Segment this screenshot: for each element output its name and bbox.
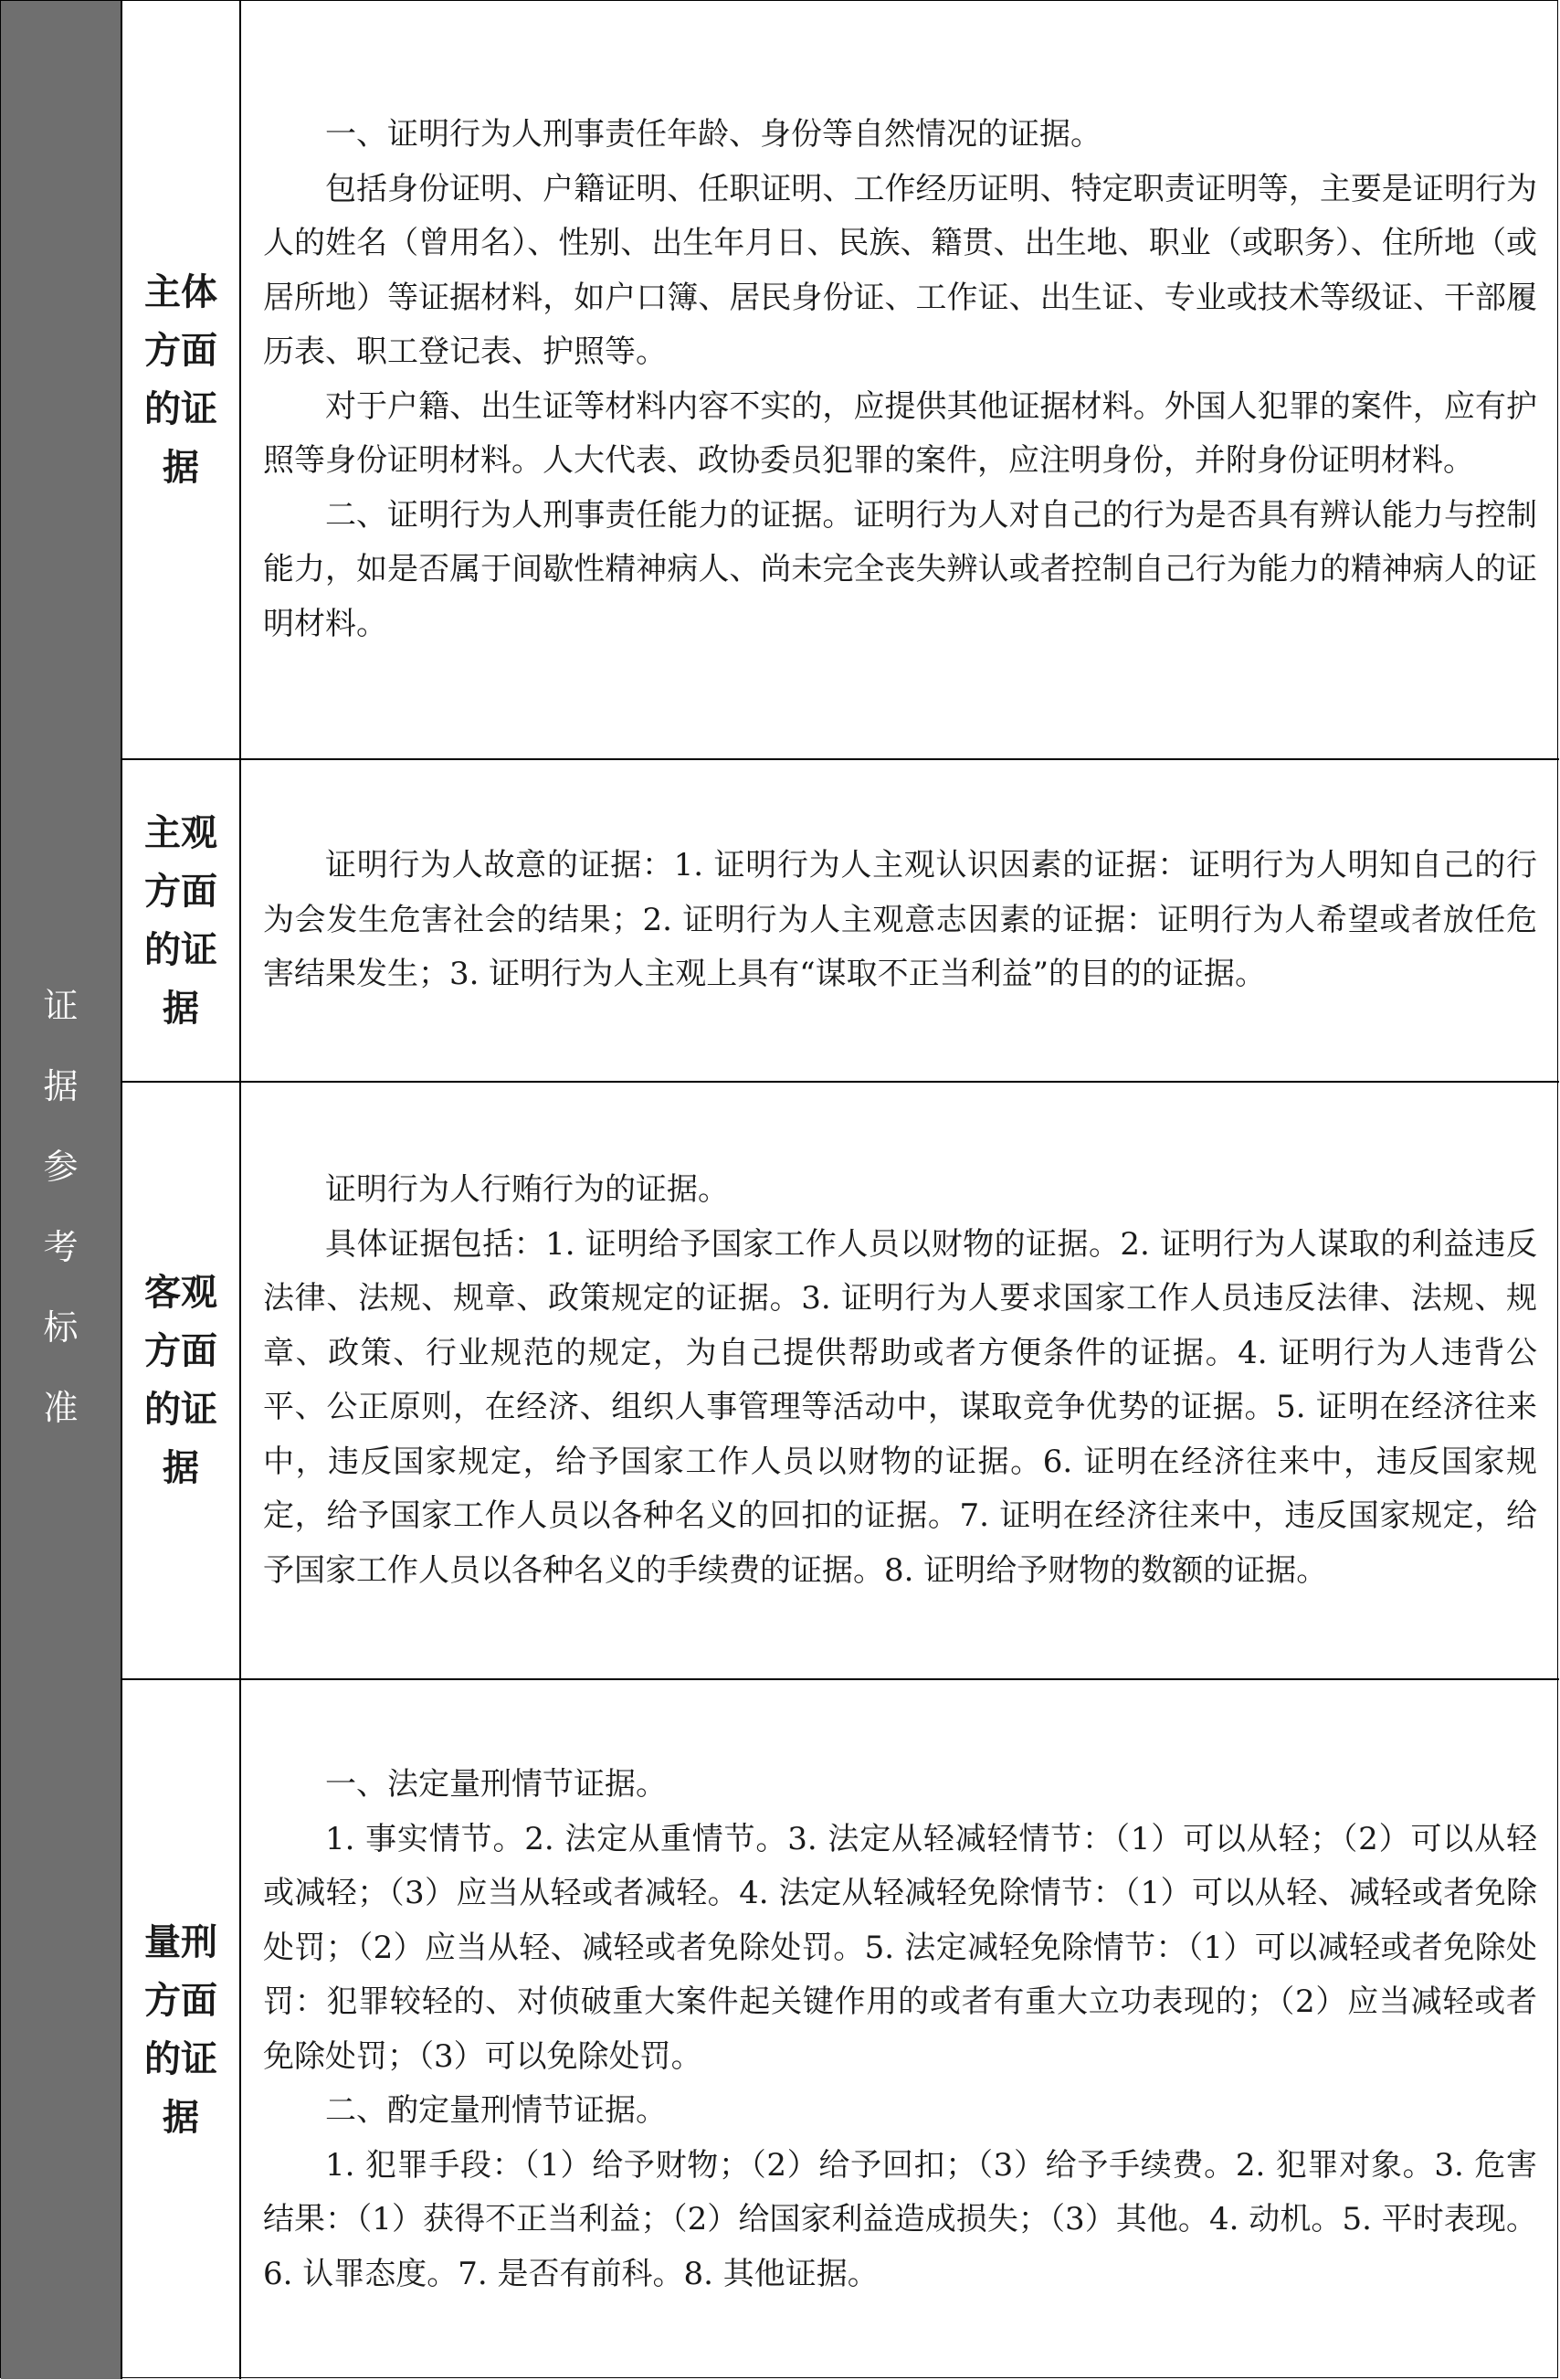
- row-label: 主体方面的证据: [144, 270, 217, 489]
- row-content-cell: [263, 1, 1537, 758]
- sidebar-column: [1, 1, 122, 2379]
- row-label: 主观方面的证据: [144, 811, 217, 1030]
- paragraph: 二、酌定量刑情节证据。: [325, 2092, 667, 2129]
- row-label: 客观方面的证据: [144, 1272, 217, 1489]
- paragraph: 一、证明行为人刑事责任年龄、身份等自然情况的证据。: [325, 116, 1101, 153]
- sidebar-title: 证据参考标准: [43, 985, 79, 1428]
- row-content-cell: [263, 1680, 1537, 2379]
- paragraph: 1. 事实情节。2. 法定从重情节。3. 法定从轻减轻情节：（1）可以从轻；（2）可以从轻或减轻；（3）应当从轻或者减轻。4. 法定从轻减轻免除情节：（1）可以从轻、减轻或者免除处罚；（2）应当从轻、减轻或者免除处罚。5. 法定减轻免除情节：（1）可以减轻或者免除处罚：犯罪较轻的、对侦破重大案件起关键作用的或者有重大立功表现的；（2）应当减轻或者免除处罚；（3）可以免除处罚。: [263, 1820, 1537, 2075]
- paragraph: 包括身份证明、户籍证明、任职证明、工作经历证明、特定职责证明等，主要是证明行为人的姓名（曾用名）、性别、出生年月日、民族、籍贯、出生地、职业（或职务）、住所地（或居所地）等证据材料，如户口簿、居民身份证、工作证、出生证、专业或技术等级证、干部履历表、职工登记表、护照等。: [263, 170, 1537, 370]
- paragraph: 证明行为人行贿行为的证据。: [325, 1171, 729, 1208]
- row-label-cell: [122, 1680, 241, 2379]
- row-label-cell: [122, 1083, 241, 1678]
- table-row-subject: [122, 1, 1559, 760]
- paragraph: 具体证据包括：1. 证明给予国家工作人员以财物的证据。2. 证明行为人谋取的利益违反法律、法规、规章、政策规定的证据。3. 证明行为人要求国家工作人员违反法律、法规、规章、政策、行业规范的规定，为自己提供帮助或者方便条件的证据。4. 证明行为人违背公平、公正原则，在经济、组织人事管理等活动中，谋取竞争优势的证据。5. 证明在经济往来中，违反国家规定，给予国家工作人员以财物的证据。6. 证明在经济往来中，违反国家规定，给予国家工作人员以各种名义的回扣的证据。7. 证明在经济往来中，违反国家规定，给予国家工作人员以各种名义的手续费的证据。8. 证明给予财物的数额的证据。: [263, 1225, 1537, 1589]
- row-content-cell: [263, 760, 1537, 1081]
- row-content-cell: [263, 1083, 1537, 1678]
- table-row-subjective: [122, 760, 1559, 1083]
- paragraph: 1. 犯罪手段：（1）给予财物；（2）给予回扣；（3）给予手续费。2. 犯罪对象。3. 危害结果：（1）获得不正当利益；（2）给国家利益造成损失；（3）其他。4. 动机。5. 平时表现。6. 认罪态度。7. 是否有前科。8. 其他证据。: [263, 2146, 1537, 2292]
- row-label: 量刑方面的证据: [144, 1920, 217, 2139]
- paragraph: 二、证明行为人刑事责任能力的证据。证明行为人对自己的行为是否具有辨认能力与控制能力，如是否属于间歇性精神病人、尚未完全丧失辨认或者控制自己行为能力的精神病人的证明材料。: [263, 496, 1537, 642]
- row-label-cell: [122, 1, 241, 758]
- paragraph: 对于户籍、出生证等材料内容不实的，应提供其他证据材料。外国人犯罪的案件，应有护照等身份证明材料。人大代表、政协委员犯罪的案件，应注明身份，并附身份证明材料。: [263, 387, 1537, 479]
- table-row-sentencing: [122, 1680, 1559, 2379]
- row-label-cell: [122, 760, 241, 1081]
- paragraph: 证明行为人故意的证据：1. 证明行为人主观认识因素的证据：证明行为人明知自己的行为会发生危害社会的结果；2. 证明行为人主观意志因素的证据：证明行为人希望或者放任危害结果发生；3. 证明行为人主观上具有“谋取不正当利益”的目的的证据。: [263, 847, 1537, 993]
- table-row-objective: [122, 1083, 1559, 1680]
- paragraph: 一、法定量刑情节证据。: [325, 1766, 667, 1803]
